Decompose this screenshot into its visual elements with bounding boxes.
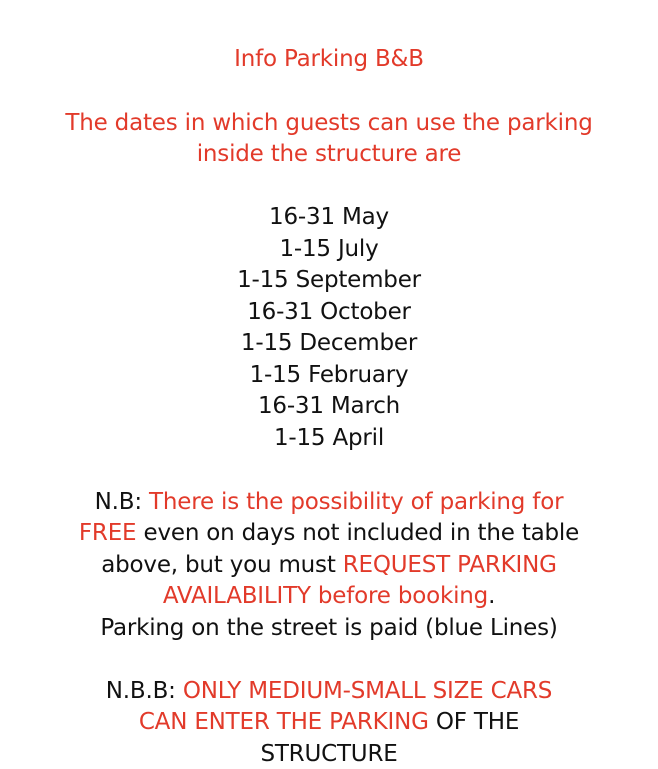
document-title: Info Parking B&B (234, 46, 424, 72)
nbb-highlight: ONLY MEDIUM-SMALL SIZE CARS (182, 678, 553, 704)
date-item: 1-15 September (237, 267, 421, 293)
date-item: 1-15 February (249, 362, 409, 388)
nb-highlight: AVAILABILITY before booking (162, 583, 489, 609)
nbb-note-line-3: STRUCTURE (260, 741, 398, 767)
date-item: 16-31 March (257, 393, 401, 419)
nbb-label: N.B.B: (105, 678, 183, 704)
nb-note-line-4 (0, 581, 658, 611)
intro-line-1: The dates in which guests can use the parking (65, 110, 593, 136)
nb-note-line-2 (0, 518, 658, 548)
nb-note-line-1 (0, 487, 658, 517)
nbb-text: OF THE (428, 709, 520, 735)
nbb-highlight: CAN ENTER THE PARKING (138, 709, 429, 735)
date-item: 16-31 May (269, 204, 389, 230)
date-item: 1-15 July (279, 236, 379, 262)
date-item: 1-15 December (240, 330, 418, 356)
nb-label: N.B: (94, 489, 150, 515)
date-item: 1-15 April (273, 425, 385, 451)
nb-highlight: REQUEST PARKING (342, 552, 557, 578)
nb-highlight: FREE (78, 520, 137, 546)
nbb-note-line-2 (0, 707, 658, 737)
date-item: 16-31 October (247, 299, 411, 325)
nb-text: even on days not included in the table (136, 520, 580, 546)
intro-line-2: inside the structure are (196, 141, 462, 167)
nb-text: above, but you must (101, 552, 343, 578)
nb-text: . (488, 583, 496, 609)
nb-note-line-5: Parking on the street is paid (blue Lines) (100, 615, 558, 641)
nb-note-line-3 (0, 550, 658, 580)
nbb-note-line-1 (0, 676, 658, 706)
nb-highlight: There is the possibility of parking for (149, 489, 564, 515)
